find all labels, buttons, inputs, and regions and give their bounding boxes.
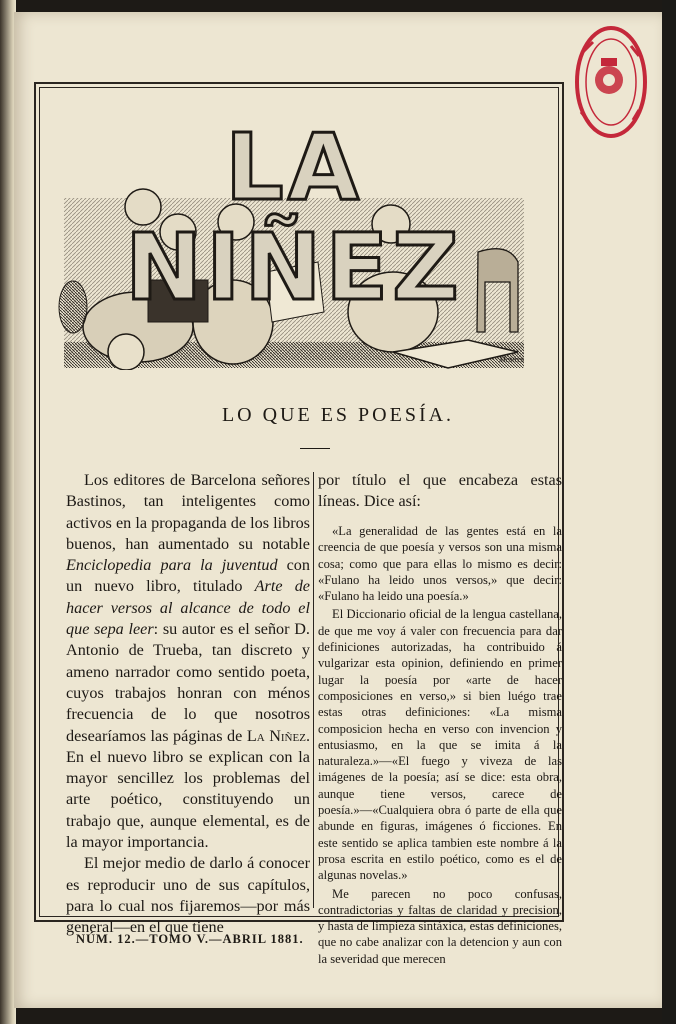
masthead-illustration <box>48 112 540 370</box>
quote-paragraph-3: Me parecen no poco confusas, contradictorias y faltas de claridad y precision, y hasta de limpieza sintáxica, estas definiciones, que no cabe analizar con la detencion y aun con la severidad que merecen <box>318 886 562 966</box>
masthead-title: LA NIÑEZ <box>125 114 463 321</box>
paragraph-1: Los editores de Barcelona señores Bastinos, tan inteligentes como activos en la propaganda de los libros buenos, han aumentado su notable Enciclopedia para la juventud con un nuevo libro, titulado Arte de hacer versos al alcance de todo el que sepa leer: su autor es el señor D. Antonio de Trueba, tan discreto y ameno narrador como sentido poeta, cuyos trabajos honran con ménos frecuencia de lo que nosotros desearíamos las páginas de La Niñez. En el nuevo libro se explican con la mayor sencillez los problemas del arte poético, constituyendo un trabajo que, aunque elemental, es de la mayor importancia. <box>66 471 310 852</box>
library-stamp-icon <box>573 22 649 140</box>
page-edge <box>662 0 676 1024</box>
column-divider <box>313 472 314 908</box>
title-divider <box>300 448 330 449</box>
column-left <box>66 470 310 939</box>
article-title: LO QUE ES POESÍA. <box>221 404 455 426</box>
quote-paragraph-2: El Diccionario oficial de la lengua castellana, de que me voy á valer con frecuencia para dar definiciones autorizadas, ha contribuido á vulgarizar esta opinion, definiendo en primer lugar la poesía por «arte de hacer composiciones en verso,» si bien luégo trae estas otras definiciones: «La misma composicion hecha en verso con invencion y entusiasmo, en la que se imita á la naturaleza.»—«El fuego y viveza de las imágenes de la poesía; así se dice: esta obra, aunque tiene versos, carece de poesía.»—«Cualquiera obra ó parte de ella que abunde en figuras, imágenes ó ficciones. En este sentido se aplica tambien este nombre á la prosa escrita en estilo poético, como es el de algunas novelas.» <box>318 607 562 883</box>
column-right-intro: por título el que encabeza estas líneas. Dice así: <box>318 471 562 511</box>
column-right-quote <box>318 523 562 969</box>
paragraph-2: El mejor medio de darlo á conocer es reproducir uno de sus capítulos, para lo cual nos fijaremos—por más general—en el que tiene <box>66 854 310 937</box>
artist-signature: Mestres <box>498 355 524 364</box>
issue-footer: NÚM. 12.—TOMO V.—ABRIL 1881. <box>76 932 304 946</box>
quote-paragraph-1: «La generalidad de las gentes está en la creencia de que poesía y versos son una misma cosa; como que para ellas lo mismo es decir: «Fulano ha leido unos versos,» que decir: «Fulano ha leido una poesía.» <box>318 524 562 604</box>
